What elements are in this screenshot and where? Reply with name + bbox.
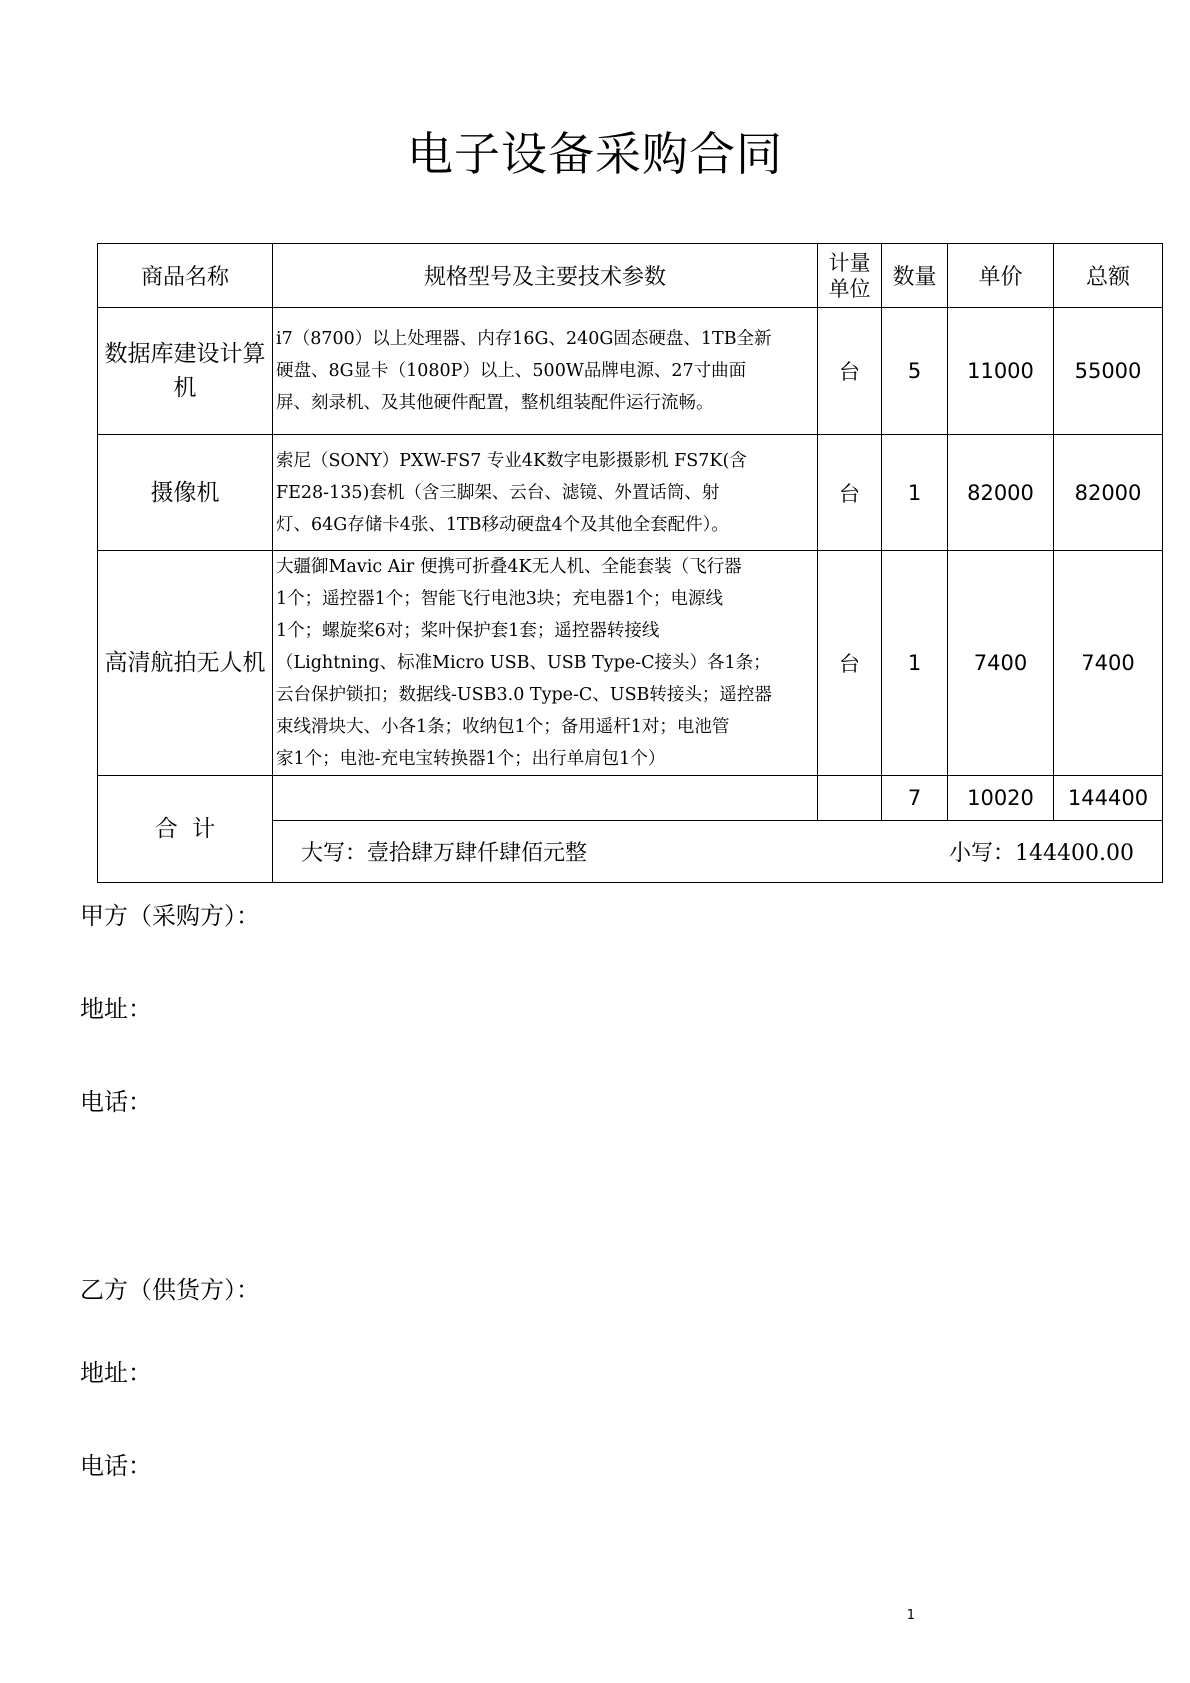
spec-line: 家1个；电池-充电宝转换器1个；出行单肩包1个） (276, 749, 666, 769)
item-name: 高清航拍无人机 (98, 551, 273, 776)
party-b-phone-label: 电话： (80, 1452, 152, 1480)
item-price: 7400 (948, 551, 1054, 776)
header-name: 商品名称 (98, 244, 273, 308)
item-spec (273, 435, 818, 551)
item-qty: 1 (882, 435, 948, 551)
table-row (98, 435, 1163, 551)
spec-line: FE28-135)套机（含三脚架、云台、滤镜、外置话筒、射 (276, 482, 720, 503)
spec-line: 索尼（SONY）PXW-FS7 专业4K数字电影摄影机 FS7K(含 (276, 450, 747, 471)
spec-line: 大疆御Mavic Air 便携可折叠4K无人机、全能套装（飞行器 (276, 557, 742, 577)
item-name (98, 308, 273, 435)
party-a-phone-label: 电话： (80, 1088, 152, 1116)
total-qty: 7 (882, 776, 948, 821)
item-unit: 台 (818, 435, 882, 551)
item-spec (273, 551, 818, 776)
items-table (97, 243, 1163, 883)
item-unit: 台 (818, 308, 882, 435)
item-amount: 82000 (1054, 435, 1163, 551)
amount-in-figures: 小写：144400.00 (949, 841, 1134, 866)
page-number: 1 (906, 1608, 915, 1623)
party-b-address-label: 地址： (80, 1359, 152, 1387)
item-name: 摄像机 (98, 435, 273, 551)
item-price: 82000 (948, 435, 1054, 551)
total-spec-empty (273, 776, 818, 821)
document-title: 电子设备采购合同 (407, 127, 783, 181)
total-amount: 144400 (1054, 776, 1163, 821)
spec-line: 束线滑块大、小各1条；收纳包1个；备用遥杆1对；电池管 (276, 717, 730, 737)
item-spec (273, 308, 818, 435)
total-row (98, 776, 1163, 821)
party-a-address-label: 地址： (80, 995, 152, 1023)
header-unit-line1: 计量 (828, 250, 871, 275)
item-amount: 7400 (1054, 551, 1163, 776)
header-unit (818, 244, 882, 308)
item-name-line: 机 (173, 375, 197, 401)
header-spec: 规格型号及主要技术参数 (273, 244, 818, 308)
header-qty: 数量 (882, 244, 948, 308)
party-a-title: 甲方（采购方）： (80, 902, 260, 930)
total-label: 合 计 (98, 776, 273, 883)
item-price: 11000 (948, 308, 1054, 435)
item-amount: 55000 (1054, 308, 1163, 435)
item-qty: 1 (882, 551, 948, 776)
total-unit-empty (818, 776, 882, 821)
spec-line: 1个；遥控器1个；智能飞行电池3块；充电器1个；电源线 (276, 589, 724, 609)
total-price: 10020 (948, 776, 1054, 821)
spec-line: i7（8700）以上处理器、内存16G、240G固态硬盘、1TB全新 (276, 329, 772, 349)
item-name-line: 数据库建设计算 (104, 341, 266, 367)
amount-words-container (301, 836, 1134, 867)
spec-line: （Lightning、标准Micro USB、USB Type-C接头）各1条； (276, 653, 771, 673)
table-row (98, 308, 1163, 435)
party-b-title: 乙方（供货方）： (80, 1276, 260, 1304)
item-unit: 台 (818, 551, 882, 776)
amount-in-words-cell (273, 821, 1163, 883)
spec-line: 硬盘、8G显卡（1080P）以上、500W品牌电源、27寸曲面 (276, 361, 747, 381)
item-qty: 5 (882, 308, 948, 435)
spec-line: 云台保护锁扣；数据线-USB3.0 Type-C、USB转接头；遥控器 (276, 685, 772, 705)
table-row (98, 551, 1163, 776)
spec-line: 屏、刻录机、及其他硬件配置，整机组装配件运行流畅。 (276, 393, 714, 413)
header-price: 单价 (948, 244, 1054, 308)
spec-line: 灯、64G存储卡4张、1TB移动硬盘4个及其他全套配件）。 (276, 514, 729, 535)
header-amount: 总额 (1054, 244, 1163, 308)
amount-in-words: 大写：壹拾肆万肆仟肆佰元整 (301, 841, 588, 866)
table-header-row (98, 244, 1163, 308)
spec-line: 1个；螺旋桨6对；桨叶保护套1套；遥控器转接线 (276, 621, 660, 641)
header-unit-line2: 单位 (828, 276, 871, 301)
